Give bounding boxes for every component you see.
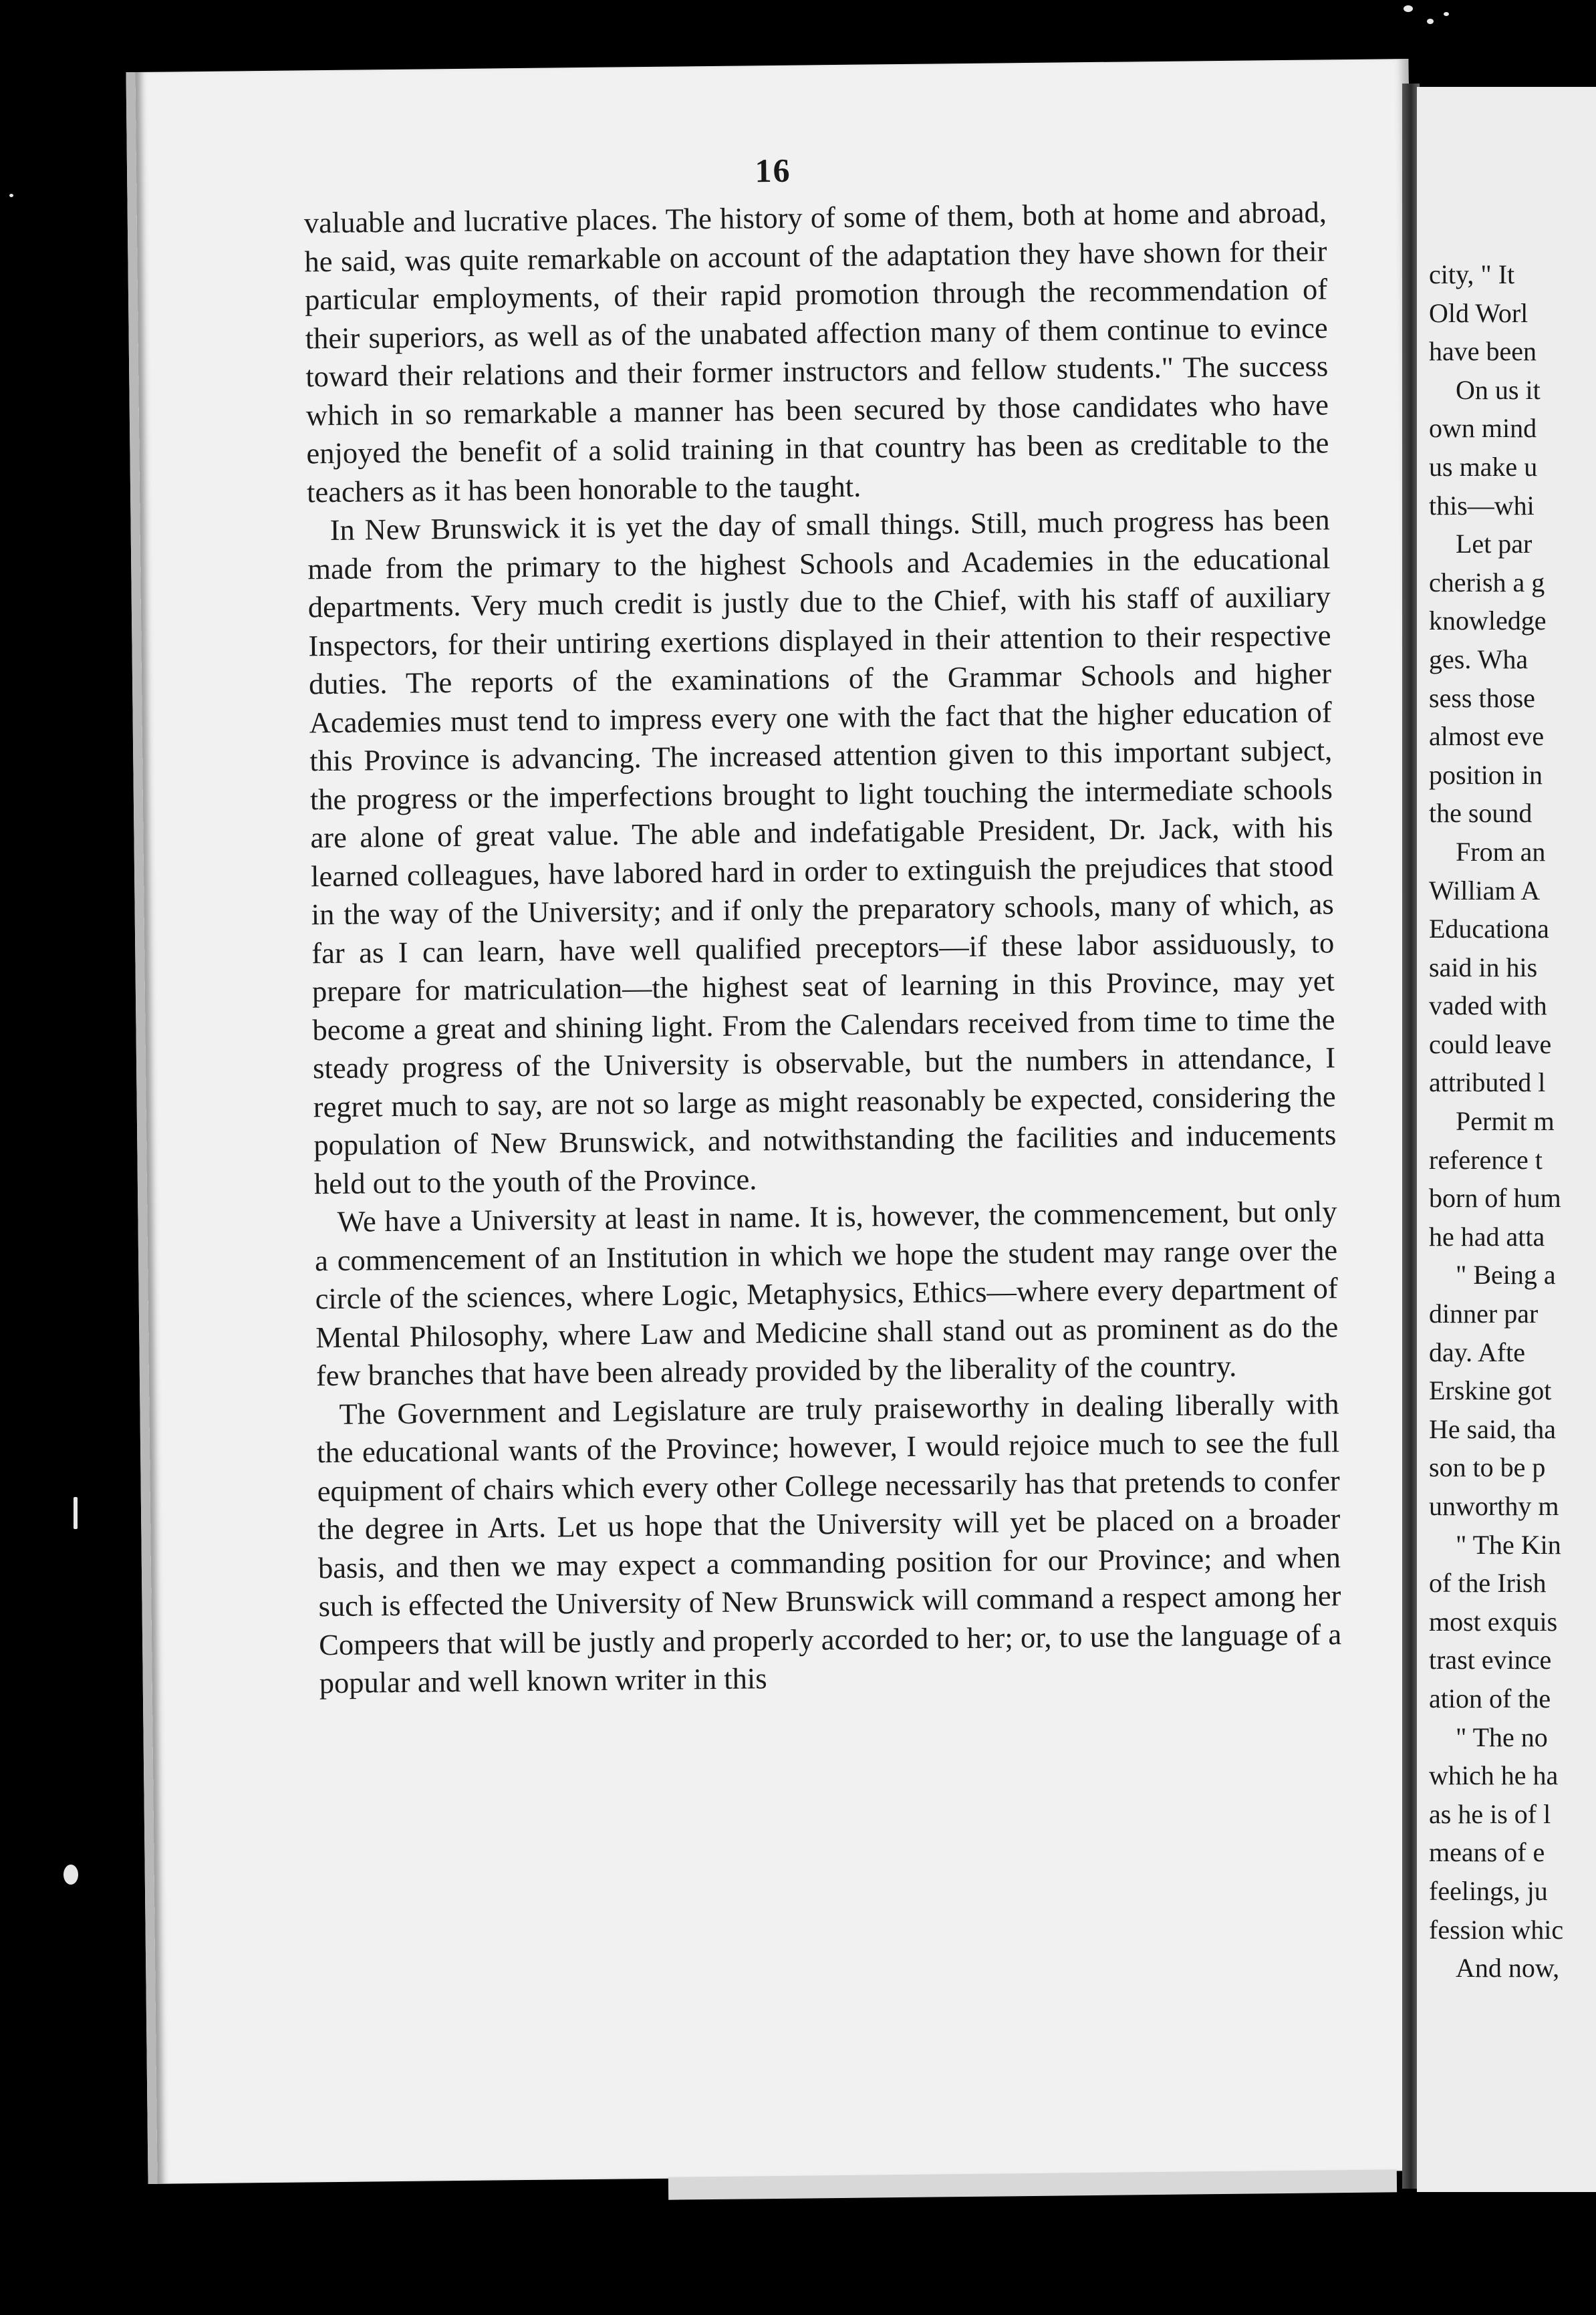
facing-page-line: dinner par (1429, 1299, 1539, 1329)
facing-page-line: Let par (1456, 529, 1533, 559)
paragraph: In New Brunswick it is yet the day of small things. Still, much progress has been made from the primary to the highest Schools and Academies in the educational departments. Very much credit is justly due to the Chief, with his staff of auxiliary Inspectors, for their untiring exertions displayed in their attention to their respective duties. The reports of the examinations of the Grammar Schools and higher Academies must tend to impress every one with the fact that the higher education of this Province is advancing. The increased attention given to this important subject, the progress or the imperfections brought to light touching the intermediate schools are alone of great value. The able and indefatigable President, Dr. Jack, with his learned colleagues, have labored hard in order to extinguish the prejudices that stood in the way of the University; and if only the preparatory schools, many of which, as far as I can learn, have well qualified preceptors—if these labor assiduously, to prepare for matriculation—the highest seat of learning in this Province, may yet become a great and shining light. From the Calendars received from time to time the steady progress of the University is observable, but the numbers in attendance, I regret much to say, are not so large as might reasonably be expected, considering the population of New Brunswick, and notwithstanding the facilities and inducements held out to the youth of the Province. (307, 503, 1337, 1200)
main-body-text (304, 193, 1342, 1702)
facing-page-line: position in (1429, 759, 1543, 790)
facing-page-line: day. Afte (1429, 1337, 1526, 1367)
facing-page-line: attributed l (1429, 1067, 1546, 1098)
facing-page-line: vaded with (1429, 990, 1547, 1021)
facing-page-line: " The no (1456, 1722, 1548, 1752)
page-number: 16 (755, 151, 791, 190)
facing-page-line: own mind (1429, 413, 1537, 444)
facing-page-line: almost eve (1429, 721, 1545, 752)
facing-page-line: he had atta (1429, 1221, 1545, 1252)
facing-page-line: means of e (1429, 1837, 1545, 1868)
facing-page-line: sess those (1429, 682, 1535, 713)
facing-page-line: have been (1429, 336, 1537, 367)
facing-page-line: trast evince (1429, 1645, 1552, 1675)
facing-page-line: feelings, ju (1429, 1875, 1548, 1906)
facing-page-line: said in his (1429, 952, 1538, 982)
paragraph: We have a University at least in name. It is, however, the commencement, but only a commencement of an Institution in which we hope the student may range over the circle of the sciences, where Logic, Metaphysics, Ethics—where every department of Mental Philosophy, where Law and Medicine shall stand out as prominent as do the few branches that have been already provided by the liberality of the country. (314, 1194, 1339, 1393)
facing-page-line: born of hum (1429, 1183, 1561, 1214)
facing-page-line: He said, tha (1429, 1413, 1556, 1444)
scan-speck (1404, 5, 1413, 12)
scan-speck (63, 1865, 78, 1885)
scan-speck (1427, 19, 1434, 24)
facing-page-line: On us it (1456, 374, 1541, 405)
facing-page-text (1429, 255, 1596, 1988)
facing-page-line: of the Irish (1429, 1568, 1547, 1599)
facing-page-line: William A (1429, 875, 1541, 906)
facing-page-line: son to be p (1429, 1452, 1546, 1483)
facing-page-line: could leave (1429, 1029, 1552, 1059)
facing-page-line: city, " It (1429, 259, 1515, 289)
scan-speck (1444, 12, 1449, 16)
facing-page-line: which he ha (1429, 1760, 1559, 1791)
facing-page-line: ges. Wha (1429, 644, 1528, 674)
facing-page-line: this—whi (1429, 490, 1535, 521)
facing-page-line: From an (1456, 836, 1546, 867)
facing-page-line: the sound (1429, 798, 1533, 829)
main-page (126, 59, 1431, 2184)
facing-page-line: reference t (1429, 1144, 1543, 1175)
facing-page-line: Erskine got (1429, 1375, 1552, 1406)
scan-speck (9, 194, 13, 197)
paragraph: valuable and lucrative places. The history of some of them, both at home and abroad, he said, was quite remarkable on account of the adaptation they have shown for their particular employments, of their rapid promotion through the recommendation of their superiors, as well as of the unabated affection many of them continue to evince toward their relations and their former instructors and fellow students." The success which in so remarkable a manner has been secured by those candidates who have enjoyed the benefit of a solid training in that country has been as creditable to the teachers as it has been honorable to the taught. (303, 195, 1329, 509)
facing-page-line: knowledge (1429, 605, 1547, 636)
scan-speck (74, 1497, 78, 1529)
facing-page (1417, 87, 1596, 2192)
facing-page-line: " Being a (1456, 1260, 1556, 1290)
facing-page-line: ation of the (1429, 1683, 1551, 1714)
facing-page-line: as he is of l (1429, 1798, 1551, 1829)
facing-page-line: Educationa (1429, 914, 1549, 944)
paragraph: The Government and Legislature are truly praiseworthy in dealing liberally with the educational wants of the Province; however, I would rejoice much to see the full equipment of chairs which every other College necessarily has that pretends to confer the degree in Arts. Let us hope that the University will yet be placed on a broader basis, and then we may expect a commanding position for our Province; and when such is effected the University of New Brunswick will command a respect among her Compeers that will be justly and properly accorded to her; or, to use the language of a popular and well known writer in this (316, 1386, 1342, 1700)
facing-page-line: Permit m (1456, 1106, 1555, 1137)
facing-page-line: most exquis (1429, 1606, 1558, 1637)
facing-page-line: us make u (1429, 451, 1538, 482)
facing-page-line: cherish a g (1429, 567, 1545, 597)
facing-page-line: fession whic (1429, 1914, 1564, 1945)
facing-page-line: unworthy m (1429, 1491, 1559, 1521)
facing-page-line: Old Worl (1429, 297, 1528, 328)
facing-page-line: And now, (1456, 1953, 1560, 1984)
facing-page-line: " The Kin (1456, 1529, 1561, 1560)
